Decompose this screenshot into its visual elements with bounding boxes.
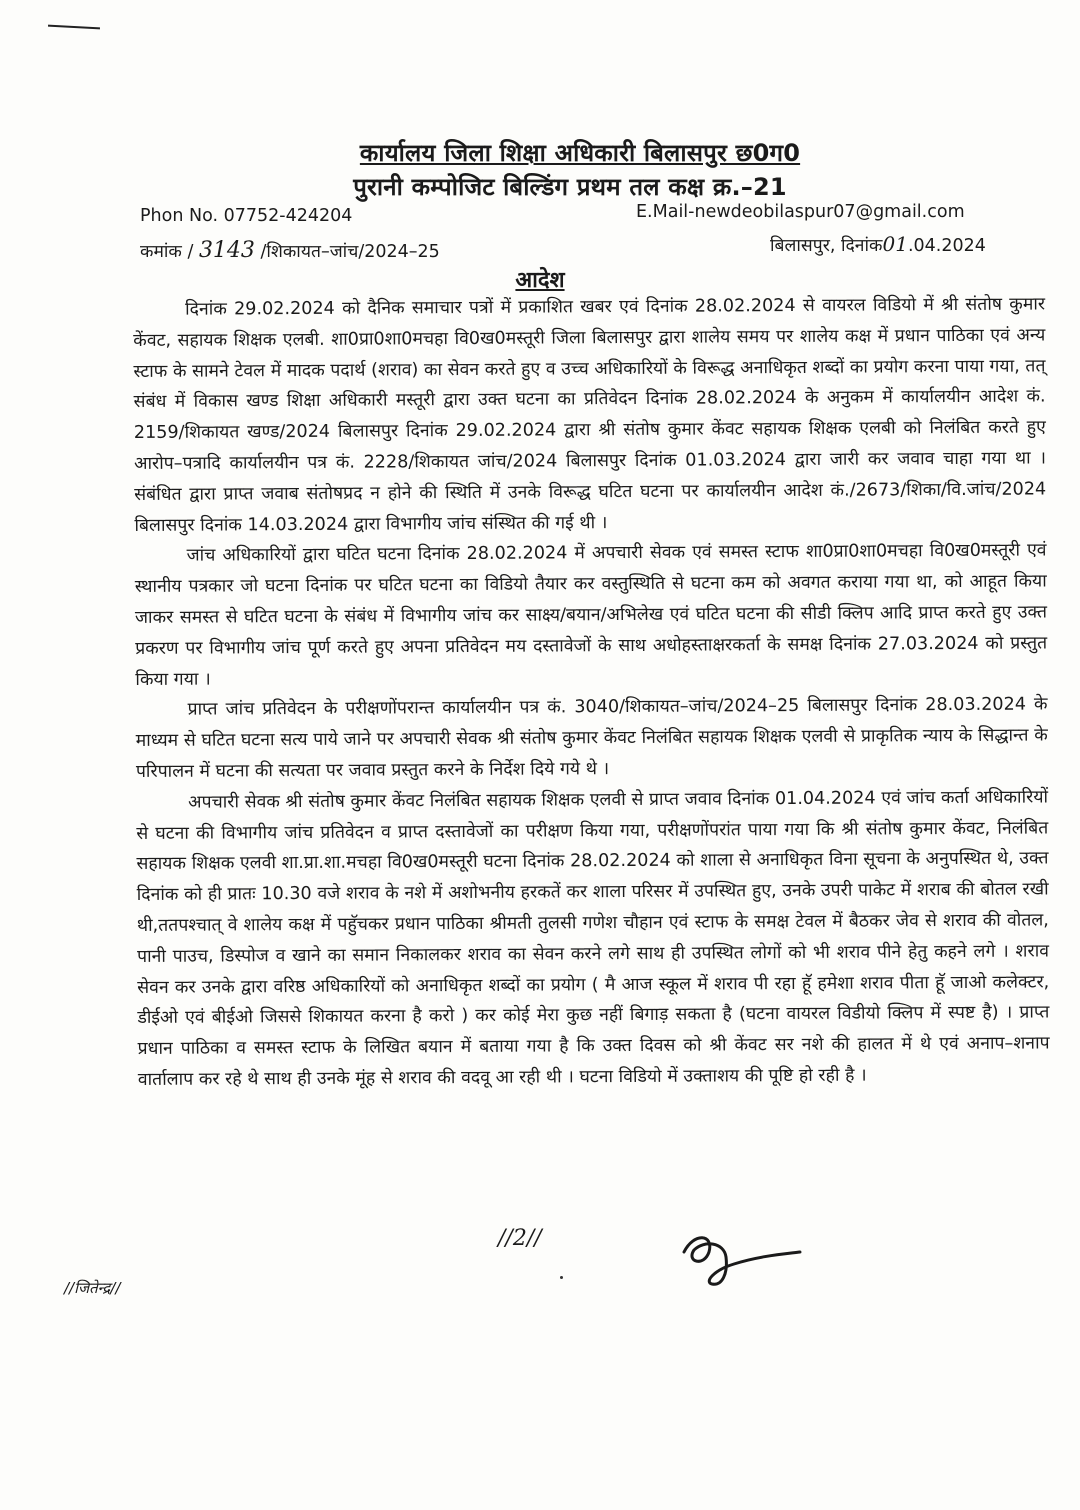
date-month-year: .04.2024 [907, 236, 986, 256]
phone-number: Phon No. 07752-424204 [140, 206, 353, 226]
paragraph-2: जांच अधिकारियों द्वारा घटित घटना दिनांक 28.02.2024 में अपचारी सेवक एवं समस्त स्टाफ शा0प्रा0शा0मचहा वि0ख0मस्तूरी एवं स्थानीय पत्रकार जो घटना दिनांक पर घटित घटना का विडियो तैयार कर वस्तुस्थिति से घटना कम को अवगत कराया गया था, को आहूत किया जाकर समस्त से घटित घटना के संबंध में विभागीय जांच कर साक्ष्य/बयान/अभिलेख एवं घटित घटना की सीडी क्लिप आदि प्राप्त करते हुए उक्त प्रकरण पर विभागीय जांच पूर्ण करते हुए अपना प्रतिवेदन मय दस्तावेजों के साथ अधोहस्ताक्षरकर्ता के समक्ष दिनांक 27.03.2024 को प्रस्तुत किया गया । [134, 540, 1048, 690]
corner-pen-mark [48, 25, 100, 30]
page-number-marker: //2// [498, 1226, 542, 1251]
paragraph-4: अपचारी सेवक श्री संतोष कुमार केंवट निलंबित सहायक शिक्षक एलवी से प्राप्त जवाव दिनांक 01.04.2024 एवं जांच कर्ता अधिकारियों से घटना की विभागीय जांच प्रतिवेदन व प्राप्त दस्तावेजों का परीक्षण किया गया, परीक्षणोंपरांत पाया गया कि श्री संतोष कुमार केंवट, निलंबित सहायक शिक्षक एलवी शा.प्रा.शा.मचहा वि0ख0मस्तूरी घटना दिनांक 28.02.2024 को शाला से अनाधिकृत विना सूचना के अनुपस्थित थे, उक्त दिनांक को ही प्रातः 10.30 वजे शराव के नशे में अशोभनीय हरकतें कर शाला परिसर में उपस्थित हुए, उनके उपरी पाकेट में शराब की बोतल रखी थी,ततपश्चात् वे शालेय कक्ष में पहुॅचकर प्रधान पाठिका श्रीमती तुलसी गणेश चौहान एवं स्टाफ के समक्ष टेवल में बैठकर जेव से शराव की वोतल, पानी पाउच, डिस्पोज व खाने का समान निकालकर शराव का सेवन करने लगे साथ ही उपस्थित लोगों को भी शराव पीने हेतु कहने लगे । शराव सेवन कर उनके द्वारा वरिष्ठ अधिकारियों को अनाधिकृत शब्दों का प्रयोग ( मै आज स्कूल में शराव पी रहा हूॅ हमेशा शराव पीता हूॅ जाओ कलेक्टर, डीईओ एवं बीईओ जिससे शिकायत करना है करो ) कर कोई मेरा कुछ नहीं बिगाड़ सकता है (घटना वायरल विडीयो क्लिप में स्पष्ट है) । प्राप्त प्रधान पाठिका व समस्त स्टाफ के लिखित बयान में बताया गया है कि उक्त दिवस को श्री केंवट सर नशे की हालत में थे एवं अनाप–शनाप वार्तालाप कर रहे थे साथ ही उनके मूंह से शराव की वदवू आ रही थी । घटना विडियो में उक्ताशय की पूष्टि हो रही है । [136, 787, 1050, 1090]
order-title: आदेश [515, 268, 565, 293]
place-date-label: बिलासपुर, दिनांक [770, 236, 883, 256]
office-heading: कार्यालय जिला शिक्षा अधिकारी बिलासपुर छ0ग0 [359, 139, 801, 167]
date-day-handwritten: 01 [882, 232, 908, 256]
place-date [770, 232, 986, 257]
reference-suffix: /शिकायत–जांच/2024–25 [260, 242, 440, 262]
order-body [133, 289, 1050, 1095]
paragraph-3: प्राप्त जांच प्रतिवेदन के परीक्षणोंपरान्त कार्यालयीन पत्र कं. 3040/शिकायत–जांच/2024–25 बिलासपुर दिनांक 28.03.2024 के माध्यम से घटित घटना सत्य पाये जाने पर अपचारी सेवक श्री संतोष कुमार केंवट निलंबित सहायक शिक्षक एलवी से प्राकृतिक न्याय के सिद्धान्त के परिपालन में घटना की सत्यता पर जवाव प्रस्तुत करने के निर्देश दिये गये थे । [135, 694, 1048, 782]
office-address: पुरानी कम्पोजिट बिल्डिंग प्रथम तल कक्ष क्र.–21 [353, 173, 787, 201]
reference-label: कमांक [140, 242, 182, 262]
reference-number: कमांक / 3143 /शिकायत–जांच/2024–25 [140, 238, 440, 263]
paragraph-1: दिनांक 29.02.2024 को दैनिक समाचार पत्रों में प्रकाशित खबर एवं दिनांक 28.02.2024 से वायरल विडियो में श्री संतोष कुमार केंवट, सहायक शिक्षक एलबी. शा0प्रा0शा0मचहा वि0ख0मस्तूरी जिला बिलासपुर द्वारा शालेय समय पर शालेय कक्ष में प्रधान पाठिका एवं अन्य स्टाफ के सामने टेवल में मादक पदार्थ (शराव) का सेवन करते हुए व उच्च अधिकारियों के विरूद्ध अनाधिकृत शब्दों का प्रयोग करना पाया गया, तत् संबंध में विकास खण्ड शिक्षा अधिकारी मस्तूरी द्वारा उक्त घटना का प्रतिवेदन दिनांक 28.02.2024 के अनुकम में कार्यालयीन आदेश कं. 2159/शिकायत खण्ड/2024 बिलासपुर दिनांक 29.02.2024 द्वारा श्री संतोष कुमार केंवट सहायक शिक्षक एलबी को निलंबित करते हुए आरोप–पत्रादि कार्यालयीन पत्र कं. 2228/शिकायत जांच/2024 बिलासपुर दिनांक 01.03.2024 द्वारा जारी कर जवाव चाहा गया था । संबंधित द्वारा प्राप्त जवाब संतोषप्रद न होने की स्थिति में उनके विरूद्ध घटित घटना पर कार्यालयीन आदेश कं./2673/शिका/वि.जांच/2024 बिलासपुर दिनांक 14.03.2024 द्वारा विभागीय जांच संस्थित की गई थी । [133, 294, 1047, 536]
ink-dot [560, 1276, 563, 1279]
typist-initials: //जितेन्द्र// [64, 1279, 121, 1297]
signature-mark [664, 1212, 804, 1292]
reference-handwritten-number: 3143 [198, 238, 255, 263]
email-address: E.Mail-newdeobilaspur07@gmail.com [636, 202, 965, 222]
